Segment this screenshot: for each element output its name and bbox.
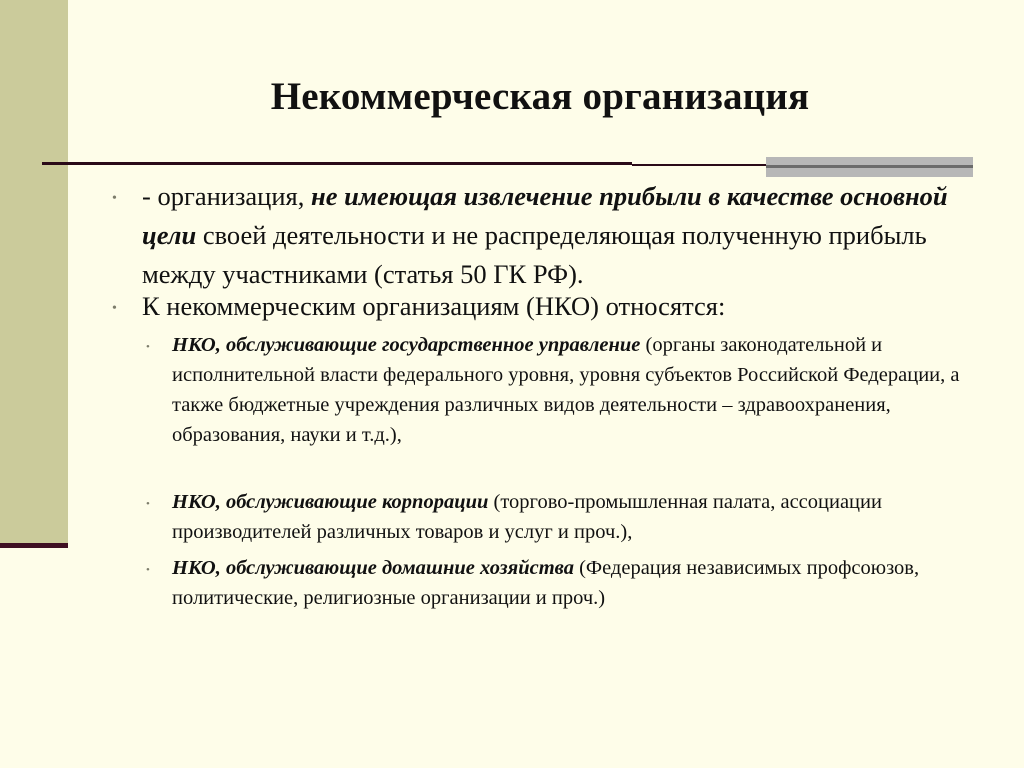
subpoint-government-rest: (органы законодательной и исполнительной власти федерального уровня, уровня субъектов Российской Федерации, а также бюджетные учреждения различных видов деятельности – здравоохранения, образования, науки и т.д.),: [172, 334, 960, 446]
subpoint-corporations-rest: (торгово-промышленная палата, ассоциации производителей различных товаров и услуг и проч.),: [172, 491, 882, 543]
subpoint-government-emphasis: НКО, обслуживающие государственное управление: [172, 334, 641, 356]
subpoint-corporations-emphasis: НКО, обслуживающие корпорации: [172, 491, 489, 513]
slide-title: Некоммерческая организация: [270, 75, 810, 118]
bullet-icon: •: [112, 301, 117, 316]
definition-emphasis: не имеющая извлечение прибыли в качестве основной цели: [142, 181, 948, 250]
types-intro-text: К некоммерческим организациям (НКО) относятся:: [142, 291, 726, 321]
definition-rest: своей деятельности и не распределяющая полученную прибыль между участниками (статья 50 ГК РФ).: [142, 220, 927, 289]
types-intro-paragraph: [142, 287, 972, 326]
definition-prefix: - организация,: [142, 181, 311, 211]
sub-bullet-icon: •: [146, 564, 150, 576]
sub-bullet-icon: •: [146, 341, 150, 353]
bullet-icon: •: [112, 191, 117, 206]
definition-paragraph: [142, 177, 972, 294]
subpoint-households: [172, 553, 972, 613]
subpoint-government: [172, 330, 972, 450]
subpoint-households-rest: (Федерация независимых профсоюзов, политические, религиозные организации и проч.): [172, 557, 920, 609]
subpoint-corporations: [172, 487, 972, 547]
sub-bullet-icon: •: [146, 498, 150, 510]
subpoint-households-emphasis: НКО, обслуживающие домашние хозяйства: [172, 557, 574, 579]
